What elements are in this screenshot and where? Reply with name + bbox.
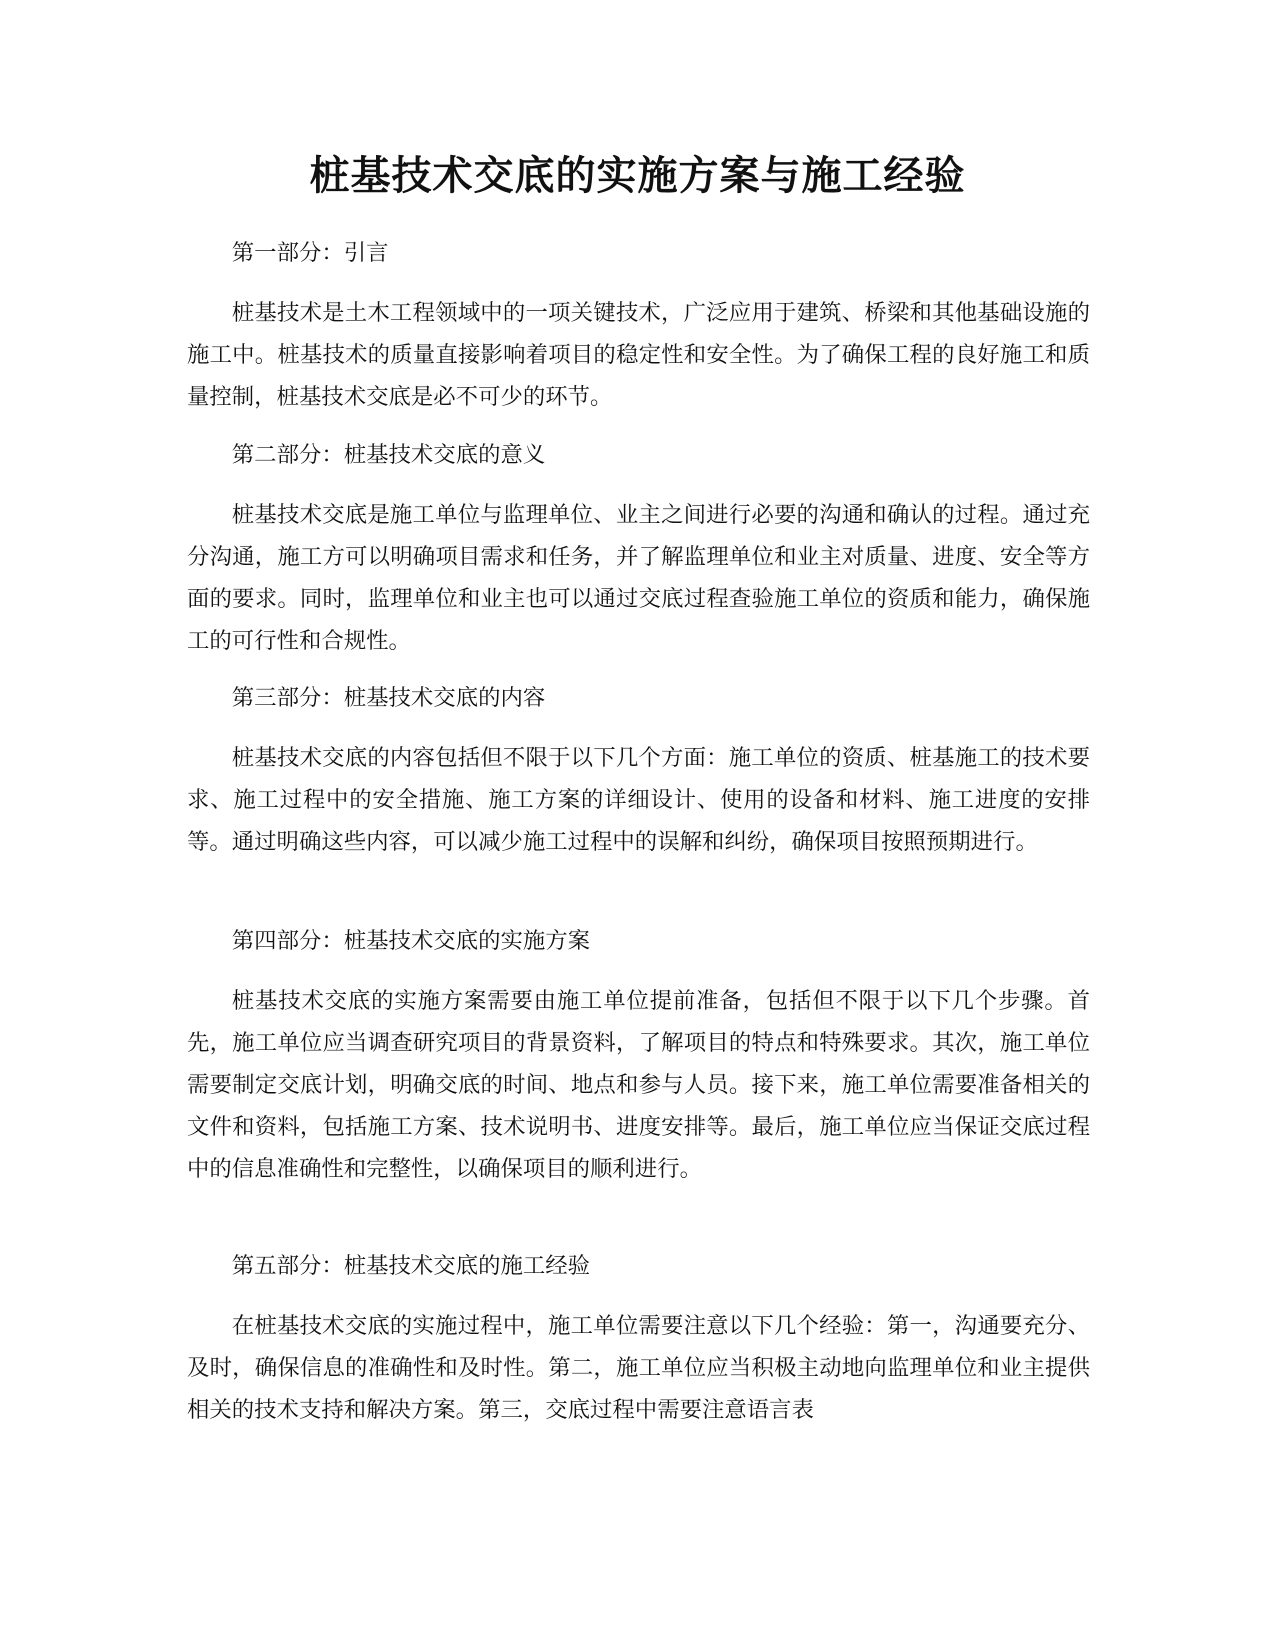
section-heading-3: 第三部分：桩基技术交底的内容 [231, 685, 546, 711]
body-paragraph-5: 在桩基技术交底的实施过程中，施工单位需要注意以下几个经验：第一，沟通要充分、及时，确保信息的准确性和及时性。第二，施工单位应当积极主动地向监理单位和业主提供相关的技术支持和解决方案。第三，交底过程中需要注意语言表 [187, 1313, 1090, 1423]
body-paragraph-2: 桩基技术交底是施工单位与监理单位、业主之间进行必要的沟通和确认的过程。通过充分沟通，施工方可以明确项目需求和任务，并了解监理单位和业主对质量、进度、安全等方面的要求。同时，监理单位和业主也可以通过交底过程查验施工单位的资质和能力，确保施工的可行性和合规性。 [187, 502, 1090, 654]
document-title: 桩基技术交底的实施方案与施工经验 [309, 153, 966, 199]
section-heading-1: 第一部分：引言 [231, 240, 389, 266]
body-paragraph-4: 桩基技术交底的实施方案需要由施工单位提前准备，包括但不限于以下几个步骤。首先，施工单位应当调查研究项目的背景资料，了解项目的特点和特殊要求。其次，施工单位需要制定交底计划，明确交底的时间、地点和参与人员。接下来，施工单位需要准备相关的文件和资料，包括施工方案、技术说明书、进度安排等。最后，施工单位应当保证交底过程中的信息准确性和完整性，以确保项目的顺利进行。 [187, 988, 1090, 1182]
body-paragraph-1: 桩基技术是土木工程领域中的一项关键技术，广泛应用于建筑、桥梁和其他基础设施的施工中。桩基技术的质量直接影响着项目的稳定性和安全性。为了确保工程的良好施工和质量控制，桩基技术交底是必不可少的环节。 [187, 300, 1090, 410]
body-paragraph-3: 桩基技术交底的内容包括但不限于以下几个方面：施工单位的资质、桩基施工的技术要求、施工过程中的安全措施、施工方案的详细设计、使用的设备和材料、施工进度的安排等。通过明确这些内容，可以减少施工过程中的误解和纠纷，确保项目按照预期进行。 [187, 745, 1090, 855]
section-heading-2: 第二部分：桩基技术交底的意义 [231, 442, 546, 468]
section-heading-4: 第四部分：桩基技术交底的实施方案 [231, 928, 591, 954]
section-heading-5: 第五部分：桩基技术交底的施工经验 [231, 1253, 591, 1279]
